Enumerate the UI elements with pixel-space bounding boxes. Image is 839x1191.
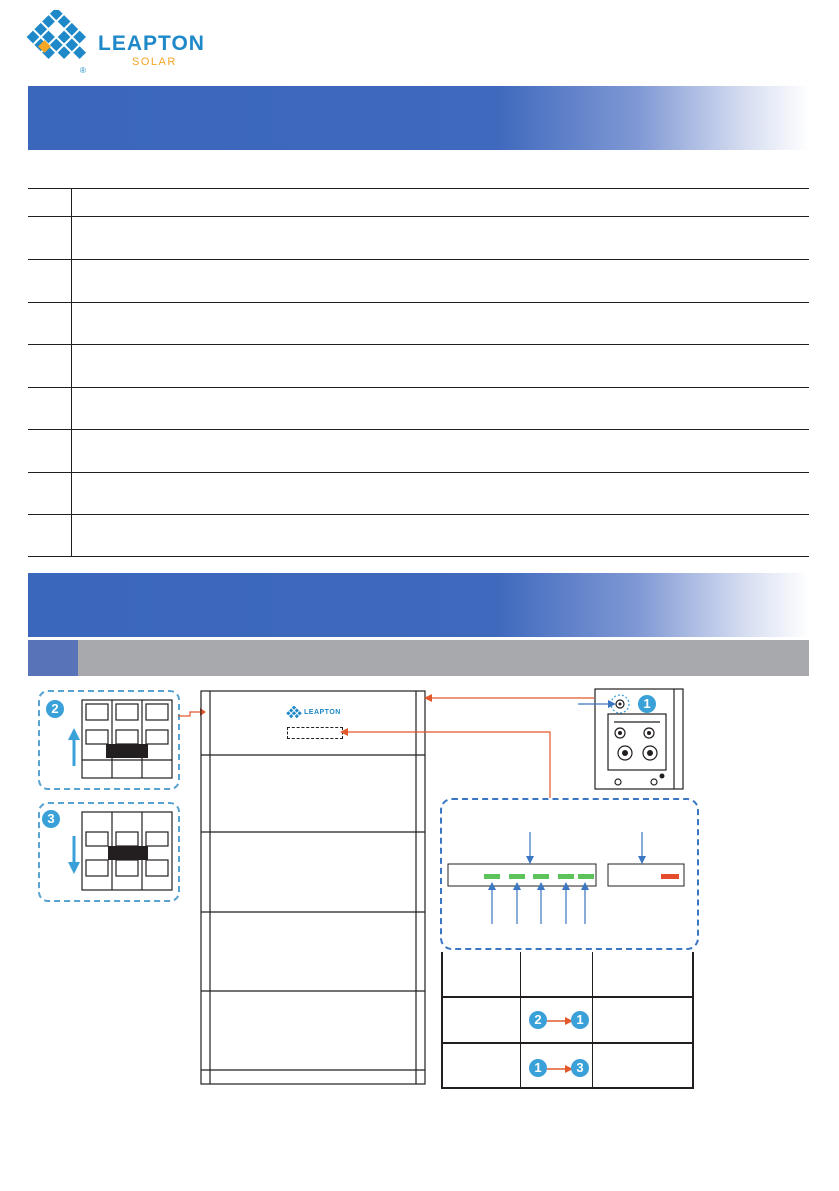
stack-brand: LEAPTON [304,709,341,716]
grid-border [441,952,443,1089]
table-row-divider [28,259,809,260]
led-indicator-box [440,798,699,950]
table-row-divider [28,216,809,217]
subsection-bar [28,640,809,676]
stack-label-plate [287,727,343,739]
table-row-divider [28,514,809,515]
table-row-divider [28,556,809,557]
table-row-divider [28,387,809,388]
grid-border [441,1087,694,1089]
sequence-table [441,952,694,1089]
section-band-middle [28,573,809,637]
subsection-number-block [28,640,78,676]
power-button-pointer [578,698,618,710]
sequence-row2-arrow [547,1064,573,1074]
grid-divider [441,1042,694,1044]
sequence-row2-from: 1 [529,1059,547,1077]
sequence-row1-from: 2 [529,1011,547,1029]
step-badge-1: 1 [638,695,656,713]
table-row-divider [28,188,809,189]
grid-border [692,952,694,1089]
logo-mark-icon [26,10,88,74]
sequence-row1-to: 1 [571,1011,589,1029]
grid-divider [441,996,694,998]
company-logo [26,10,216,78]
step-badge-2: 2 [46,700,64,718]
registered-mark: ® [80,66,86,75]
panel-to-label-arrow [340,728,554,800]
breaker-step-3-box [38,802,180,902]
led-panel-drawing [442,800,697,948]
step-badge-3: 3 [42,810,60,828]
sequence-row1-arrow [547,1016,573,1026]
breaker-on-icon [62,696,174,782]
breaker-step-2-box [38,690,180,790]
brand-subname: SOLAR [132,56,177,68]
table-column-divider [71,188,72,556]
stack-logo-icon [286,706,302,722]
brand-name: LEAPTON [98,32,205,55]
grid-divider [592,952,593,1089]
grid-divider [520,952,521,1089]
table-row-divider [28,429,809,430]
table-row-divider [28,472,809,473]
breaker-off-icon [62,808,174,894]
sequence-row2-to: 3 [571,1059,589,1077]
section-band-top [28,86,809,150]
table-row-divider [28,302,809,303]
table-row-divider [28,344,809,345]
controller-to-stack-arrow [424,692,596,704]
